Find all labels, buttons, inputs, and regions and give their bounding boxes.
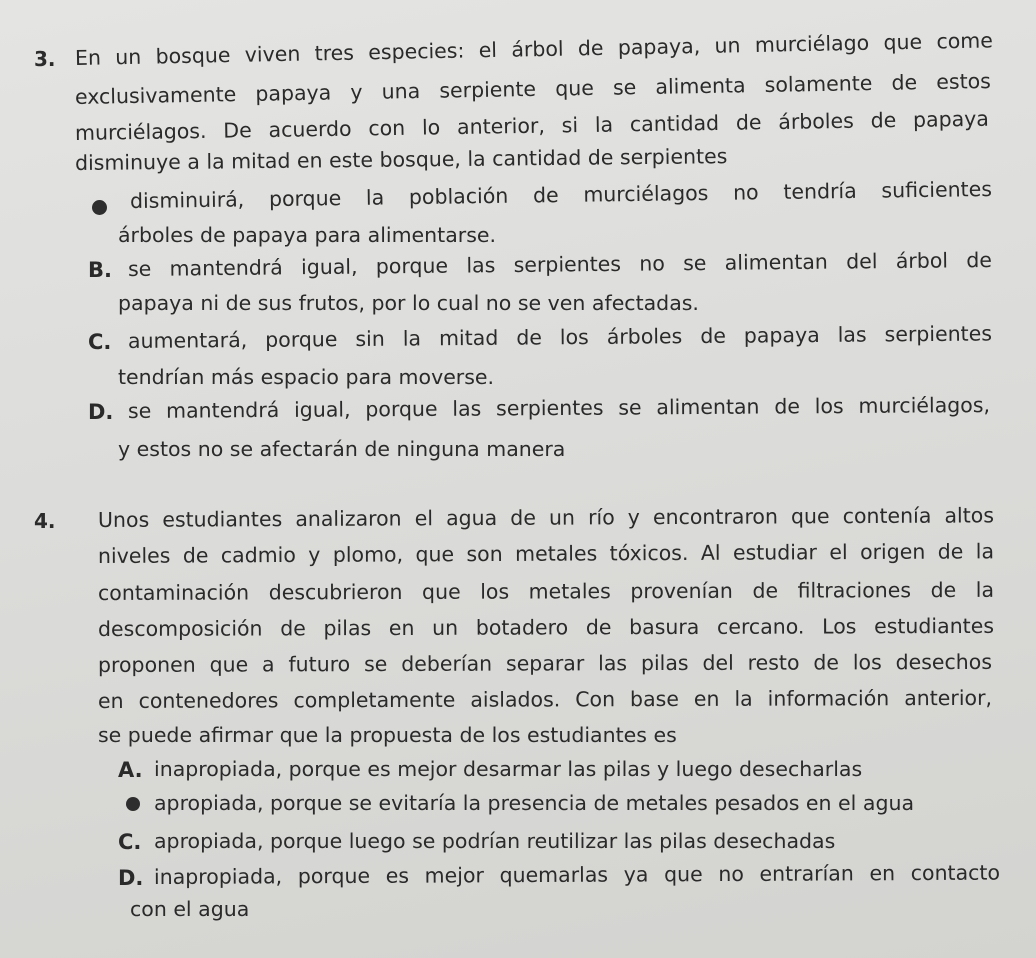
question-number: 4. — [34, 509, 56, 533]
option-text-line: tendrían más espacio para moverse. — [118, 365, 495, 389]
question-stem-line: murciélagos. De acuerdo con lo anterior, si la cantidad de árboles de papaya — [74, 106, 990, 145]
option-text-line: aumentará, porque sin la mitad de los árboles de papaya las serpientes — [127, 321, 993, 353]
option-text-line: apropiada, porque luego se podrían reutilizar las pilas desechadas — [154, 829, 836, 853]
option-letter: D. — [118, 866, 144, 890]
option-text-line: se mantendrá igual, porque las serpientes se alimentan de los murciélagos, — [127, 392, 991, 423]
option-text-line: inapropiada, porque es mejor quemarlas ya que no entrarían en contacto — [153, 860, 1001, 889]
option-text-line: se mantendrá igual, porque las serpientes no se alimentan del árbol de — [127, 247, 993, 281]
question-stem-line: niveles de cadmio y plomo, que son metales tóxicos. Al estudiar el origen de la — [97, 539, 995, 568]
option-letter: C. — [118, 830, 142, 854]
option-text-line: apropiada, porque se evitaría la presencia de metales pesados en el agua — [154, 791, 915, 815]
question-stem-line: exclusivamente papaya y una serpiente que se alimenta solamente de estos — [74, 69, 992, 109]
question-stem-line: se puede afirmar que la propuesta de los estudiantes es — [98, 723, 677, 747]
question-stem-line: en contenedores completamente aislados. Con base en la información anterior, — [97, 685, 993, 713]
selected-answer-mark-icon — [92, 200, 107, 215]
option-letter: C. — [88, 330, 112, 354]
option-text-line: y estos no se afectarán de ninguna manera — [118, 437, 566, 461]
option-text-line: papaya ni de sus frutos, por lo cual no se ven afectadas. — [118, 291, 699, 315]
option-letter: B. — [88, 258, 112, 282]
question-stem-line: En un bosque viven tres especies: el árbol de papaya, un murciélago que come — [74, 28, 994, 70]
question-stem-line: disminuye a la mitad en este bosque, la cantidad de serpientes — [74, 144, 728, 175]
option-letter: D. — [88, 400, 114, 424]
question-number: 3. — [34, 47, 56, 71]
option-text-line: inapropiada, porque es mejor desarmar las pilas y luego desecharlas — [154, 757, 863, 781]
selected-answer-mark-icon — [126, 797, 140, 811]
option-text-line: árboles de papaya para alimentarse. — [118, 223, 496, 247]
question-stem-line: Unos estudiantes analizaron el agua de un río y encontraron que contenía altos — [97, 503, 995, 532]
option-letter: A. — [118, 758, 143, 782]
question-stem-line: descomposición de pilas en un botadero de basura cercano. Los estudiantes — [97, 613, 995, 641]
option-text-line: con el agua — [130, 897, 250, 921]
question-stem-line: proponen que a futuro se deberían separar las pilas del resto de los desechos — [97, 649, 993, 677]
question-stem-line: contaminación descubrieron que los metales provenían de filtraciones de la — [97, 577, 995, 605]
option-text-line: disminuirá, porque la población de murciélagos no tendría suficientes — [129, 176, 993, 213]
